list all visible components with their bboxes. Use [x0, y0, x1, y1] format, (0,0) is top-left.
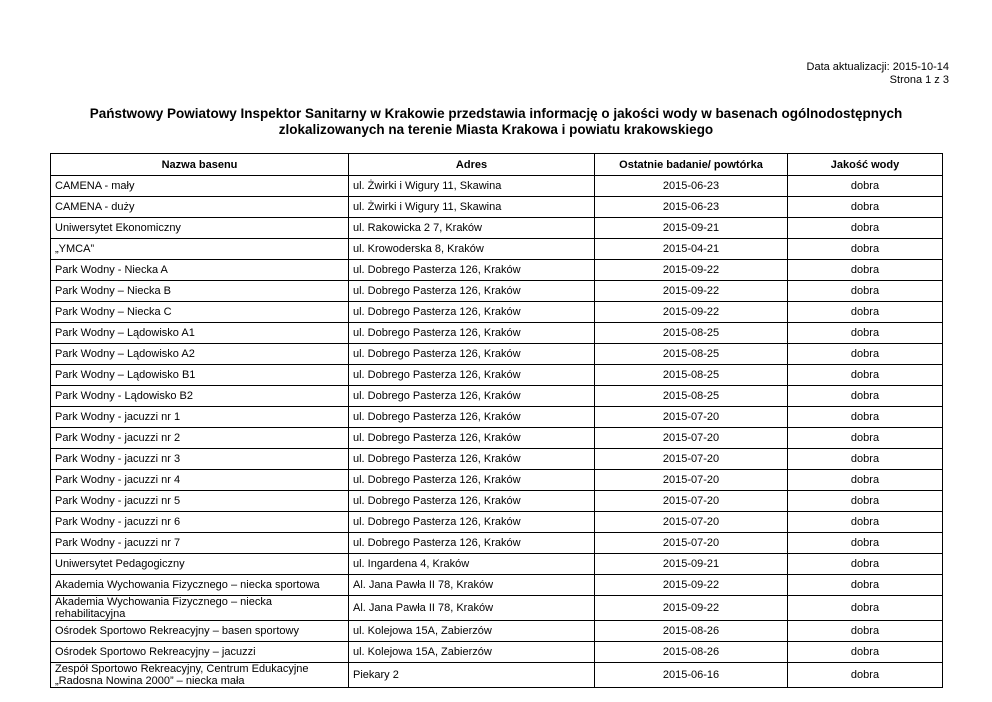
cell-water-quality: dobra	[788, 621, 943, 642]
update-date: Data aktualizacji: 2015-10-14	[806, 61, 949, 73]
table-row	[51, 642, 943, 663]
cell-last-test-date: 2015-09-21	[595, 554, 788, 575]
cell-last-test-date: 2015-07-20	[595, 533, 788, 554]
table-row	[51, 449, 943, 470]
table-row	[51, 197, 943, 218]
cell-pool-name: Park Wodny – Lądowisko A2	[51, 344, 349, 365]
page-title-line-1: Państwowy Powiatowy Inspektor Sanitarny w Krakowie przedstawia informację o jakości wody w basenach ogólnodostępnych	[89, 106, 903, 121]
cell-last-test-date: 2015-08-26	[595, 642, 788, 663]
cell-last-test-date: 2015-09-22	[595, 575, 788, 596]
table-row	[51, 491, 943, 512]
cell-water-quality: dobra	[788, 218, 943, 239]
cell-pool-name: Akademia Wychowania Fizycznego – niecka rehabilitacyjna	[51, 596, 349, 621]
document-meta	[807, 61, 949, 87]
cell-address: ul. Żwirki i Wigury 11, Skawina	[349, 197, 595, 218]
cell-address: ul. Dobrego Pasterza 126, Kraków	[349, 365, 595, 386]
cell-last-test-date: 2015-07-20	[595, 512, 788, 533]
table-row	[51, 533, 943, 554]
cell-address: ul. Kolejowa 15A, Zabierzów	[349, 621, 595, 642]
cell-water-quality: dobra	[788, 365, 943, 386]
cell-address: Piekary 2	[349, 663, 595, 688]
cell-last-test-date: 2015-07-20	[595, 428, 788, 449]
cell-water-quality: dobra	[788, 533, 943, 554]
cell-address: ul. Dobrego Pasterza 126, Kraków	[349, 386, 595, 407]
cell-pool-name: Park Wodny - jacuzzi nr 2	[51, 428, 349, 449]
cell-address: ul. Dobrego Pasterza 126, Kraków	[349, 449, 595, 470]
cell-address: ul. Dobrego Pasterza 126, Kraków	[349, 512, 595, 533]
cell-pool-name: Park Wodny - jacuzzi nr 1	[51, 407, 349, 428]
cell-water-quality: dobra	[788, 239, 943, 260]
cell-water-quality: dobra	[788, 449, 943, 470]
cell-address: ul. Dobrego Pasterza 126, Kraków	[349, 533, 595, 554]
cell-address: ul. Kolejowa 15A, Zabierzów	[349, 642, 595, 663]
cell-address: Al. Jana Pawła II 78, Kraków	[349, 575, 595, 596]
cell-pool-name: Park Wodny - Lądowisko B2	[51, 386, 349, 407]
table-body	[51, 176, 943, 688]
cell-last-test-date: 2015-07-20	[595, 407, 788, 428]
cell-address: ul. Dobrego Pasterza 126, Kraków	[349, 260, 595, 281]
cell-last-test-date: 2015-07-20	[595, 491, 788, 512]
cell-address: ul. Dobrego Pasterza 126, Kraków	[349, 470, 595, 491]
cell-last-test-date: 2015-09-22	[595, 596, 788, 621]
table-row	[51, 323, 943, 344]
table-row	[51, 260, 943, 281]
cell-last-test-date: 2015-07-20	[595, 470, 788, 491]
table-row	[51, 386, 943, 407]
table-row	[51, 407, 943, 428]
table-row	[51, 428, 943, 449]
cell-water-quality: dobra	[788, 470, 943, 491]
cell-water-quality: dobra	[788, 575, 943, 596]
cell-last-test-date: 2015-07-20	[595, 449, 788, 470]
cell-pool-name: Park Wodny - jacuzzi nr 4	[51, 470, 349, 491]
header-last-test: Ostatnie badanie/ powtórka	[595, 154, 788, 176]
cell-address: ul. Dobrego Pasterza 126, Kraków	[349, 281, 595, 302]
cell-last-test-date: 2015-09-22	[595, 302, 788, 323]
table-row	[51, 512, 943, 533]
cell-pool-name: CAMENA - duży	[51, 197, 349, 218]
cell-water-quality: dobra	[788, 642, 943, 663]
cell-last-test-date: 2015-09-22	[595, 260, 788, 281]
cell-water-quality: dobra	[788, 386, 943, 407]
cell-last-test-date: 2015-08-25	[595, 386, 788, 407]
page-number: Strona 1 z 3	[889, 74, 949, 86]
cell-address: ul. Dobrego Pasterza 126, Kraków	[349, 407, 595, 428]
cell-address: ul. Żwirki i Wigury 11, Skawina	[349, 176, 595, 197]
table-row	[51, 218, 943, 239]
table-row	[51, 554, 943, 575]
table-row	[51, 621, 943, 642]
cell-pool-name: Uniwersytet Pedagogiczny	[51, 554, 349, 575]
cell-pool-name: Park Wodny - jacuzzi nr 7	[51, 533, 349, 554]
cell-pool-name: Park Wodny - jacuzzi nr 3	[51, 449, 349, 470]
cell-address: ul. Dobrego Pasterza 126, Kraków	[349, 323, 595, 344]
table-row	[51, 663, 943, 688]
cell-address: ul. Dobrego Pasterza 126, Kraków	[349, 344, 595, 365]
cell-pool-name: Park Wodny – Lądowisko A1	[51, 323, 349, 344]
cell-water-quality: dobra	[788, 491, 943, 512]
header-address: Adres	[349, 154, 595, 176]
cell-last-test-date: 2015-09-21	[595, 218, 788, 239]
cell-address: ul. Dobrego Pasterza 126, Kraków	[349, 428, 595, 449]
cell-pool-name: Akademia Wychowania Fizycznego – niecka sportowa	[51, 575, 349, 596]
cell-pool-name: Park Wodny - jacuzzi nr 5	[51, 491, 349, 512]
cell-last-test-date: 2015-09-22	[595, 281, 788, 302]
cell-pool-name: „YMCA”	[51, 239, 349, 260]
table-header-row	[51, 154, 943, 176]
cell-pool-name: Park Wodny – Niecka B	[51, 281, 349, 302]
cell-water-quality: dobra	[788, 323, 943, 344]
table-row	[51, 239, 943, 260]
table-row	[51, 344, 943, 365]
cell-pool-name: Ośrodek Sportowo Rekreacyjny – basen sportowy	[51, 621, 349, 642]
cell-pool-name: Park Wodny – Lądowisko B1	[51, 365, 349, 386]
cell-last-test-date: 2015-08-25	[595, 323, 788, 344]
cell-water-quality: dobra	[788, 197, 943, 218]
cell-address: ul. Dobrego Pasterza 126, Kraków	[349, 491, 595, 512]
header-pool-name: Nazwa basenu	[51, 154, 349, 176]
cell-pool-name: Ośrodek Sportowo Rekreacyjny – jacuzzi	[51, 642, 349, 663]
cell-water-quality: dobra	[788, 596, 943, 621]
cell-last-test-date: 2015-06-23	[595, 176, 788, 197]
page-title-line-2: zlokalizowanych na terenie Miasta Krakowa i powiatu krakowskiego	[278, 122, 714, 137]
cell-address: ul. Ingardena 4, Kraków	[349, 554, 595, 575]
table-row	[51, 281, 943, 302]
cell-address: ul. Krowoderska 8, Kraków	[349, 239, 595, 260]
page-title	[40, 106, 952, 138]
cell-pool-name: CAMENA - mały	[51, 176, 349, 197]
cell-water-quality: dobra	[788, 302, 943, 323]
cell-address: Al. Jana Pawła II 78, Kraków	[349, 596, 595, 621]
cell-last-test-date: 2015-06-23	[595, 197, 788, 218]
table-row	[51, 470, 943, 491]
table-row	[51, 596, 943, 621]
cell-water-quality: dobra	[788, 554, 943, 575]
cell-water-quality: dobra	[788, 176, 943, 197]
cell-water-quality: dobra	[788, 281, 943, 302]
header-water-quality: Jakość wody	[788, 154, 943, 176]
pool-quality-table	[50, 153, 943, 688]
cell-water-quality: dobra	[788, 512, 943, 533]
table-row	[51, 365, 943, 386]
cell-pool-name: Park Wodny - jacuzzi nr 6	[51, 512, 349, 533]
cell-pool-name: Zespół Sportowo Rekreacyjny, Centrum Edukacyjne „Radosna Nowina 2000” – niecka mała	[51, 663, 349, 688]
table-row	[51, 575, 943, 596]
table-row	[51, 176, 943, 197]
cell-address: ul. Dobrego Pasterza 126, Kraków	[349, 302, 595, 323]
cell-pool-name: Uniwersytet Ekonomiczny	[51, 218, 349, 239]
table-row	[51, 302, 943, 323]
cell-last-test-date: 2015-08-25	[595, 344, 788, 365]
cell-last-test-date: 2015-08-26	[595, 621, 788, 642]
cell-last-test-date: 2015-04-21	[595, 239, 788, 260]
cell-pool-name: Park Wodny – Niecka C	[51, 302, 349, 323]
cell-water-quality: dobra	[788, 663, 943, 688]
cell-address: ul. Rakowicka 2 7, Kraków	[349, 218, 595, 239]
cell-last-test-date: 2015-06-16	[595, 663, 788, 688]
cell-pool-name: Park Wodny - Niecka A	[51, 260, 349, 281]
cell-water-quality: dobra	[788, 344, 943, 365]
cell-last-test-date: 2015-08-25	[595, 365, 788, 386]
cell-water-quality: dobra	[788, 407, 943, 428]
cell-water-quality: dobra	[788, 428, 943, 449]
cell-water-quality: dobra	[788, 260, 943, 281]
